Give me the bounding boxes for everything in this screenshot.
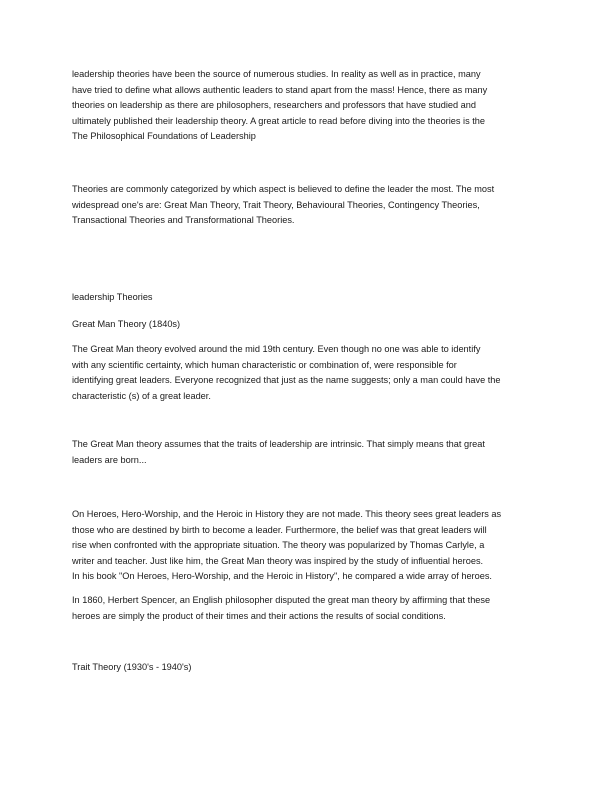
text-line: On Heroes, Hero-Worship, and the Heroic in History they are not made. This theory sees great leaders as [72,509,502,519]
text-line: leadership theories have been the source of numerous studies. In reality as well as in practice, many [72,69,481,79]
text-line: Theories are commonly categorized by which aspect is believed to define the leader the most. The most [72,184,495,194]
text-line: widespread one's are: Great Man Theory, Trait Theory, Behavioural Theories, Contingency Theories, [72,199,480,210]
text-line: rise when confronted with the appropriate situation. The theory was popularized by Thomas Carlyle, a [72,540,485,551]
categories-paragraph [72,182,542,229]
text-line: with any scientific certainty, which human characteristic or combination of, were responsible for [72,359,457,370]
intro-paragraph [72,67,542,145]
text-line: In his book "On Heroes, Hero-Worship, and the Heroic in History", he compared a wide array of heroes. [72,571,492,582]
section-heading-trait-theory [72,660,542,676]
text-line: writer and teacher. Just like him, the Great Man theory was inspired by the study of influential heroes. [72,555,484,566]
great-man-paragraph [72,342,542,404]
text-line: identifying great leaders. Everyone recognized that just as the name suggests; only a man could have the [72,375,501,386]
text-line: those who are destined by birth to become a leader. Furthermore, the belief was that great leaders will [72,524,487,535]
text-line: The Great Man theory evolved around the mid 19th century. Even though no one was able to identify [72,344,481,354]
intrinsic-traits-paragraph [72,437,542,468]
spencer-paragraph [72,593,542,624]
text-line: heroes are simply the product of their times and their actions the results of social conditions. [72,610,446,621]
text-line: The Philosophical Foundations of Leadership [72,131,256,142]
text-line: leaders are born... [72,454,147,465]
text-line: In 1860, Herbert Spencer, an English philosopher disputed the great man theory by affirming that these [72,595,491,605]
text-line: Transactional Theories and Transformational Theories. [72,215,295,226]
heading-text: leadership Theories [72,292,153,302]
text-line: characteristic (s) of a great leader. [72,390,211,401]
text-line: have tried to define what allows authentic leaders to stand apart from the mass! Hence, there as many [72,84,488,95]
heading-text: Great Man Theory (1840s) [72,319,181,329]
heroes-paragraph [72,507,542,585]
text-line: theories on leadership as there are philosophers, researchers and professors that have studied and [72,100,476,111]
text-line: ultimately published their leadership theory. A great article to read before diving into the theories is the [72,115,485,126]
section-heading-leadership-theories [72,290,542,306]
section-heading-great-man-theory [72,317,542,333]
heading-text: Trait Theory (1930's - 1940's) [72,662,192,672]
text-line: The Great Man theory assumes that the traits of leadership are intrinsic. That simply means that great [72,439,485,449]
